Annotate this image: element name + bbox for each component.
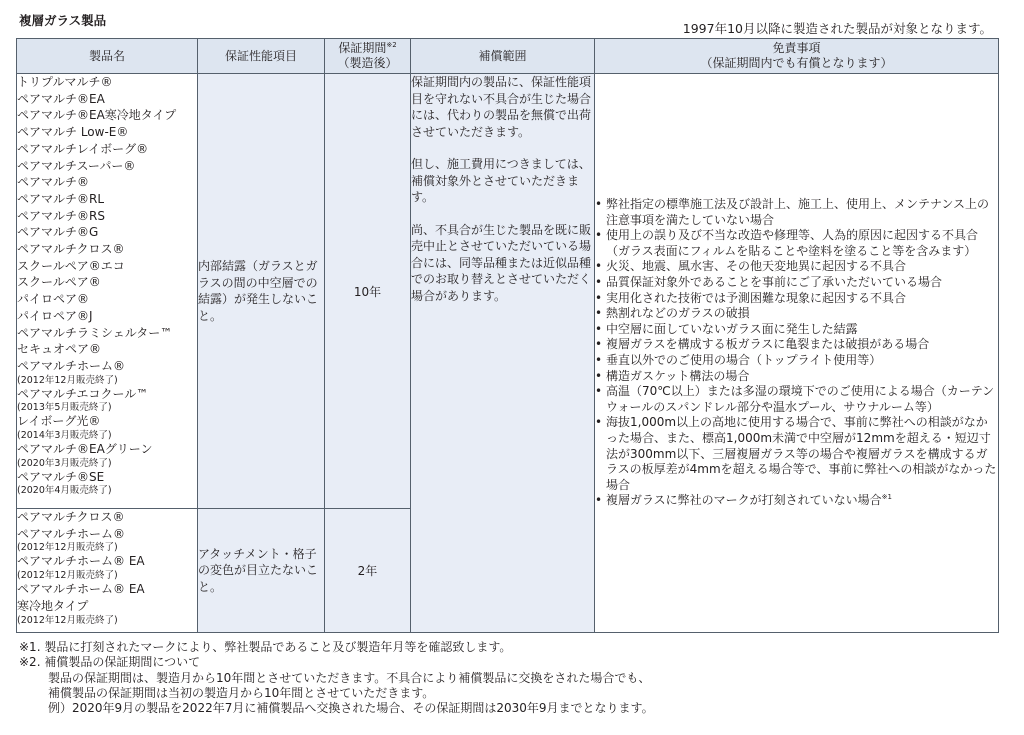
exclusions-cell: [595, 74, 999, 633]
footnote-2-line-1: 製品の保証期間は、製造月から10年間とさせていただきます。不具合により補償製品に交換をされた場合でも、: [48, 670, 651, 685]
discontinued-note: (2013年5月販売終了): [17, 402, 112, 414]
header-exclusions: [595, 39, 999, 74]
exclusion-last-mark: ※1: [881, 493, 892, 502]
product-name: ペアマルチエコクール™: [17, 386, 149, 401]
product-name: パイロペア®: [17, 292, 90, 307]
compensation-cell: [411, 74, 595, 633]
list-item: • 垂直以外でのご使用の場合（トップライト使用等）: [595, 353, 998, 369]
product-name: ペアマルチクロス®: [17, 242, 125, 257]
product-name: 寒冷地タイプ: [17, 598, 89, 613]
footnote-2-line-2: 補償製品の保証期間は当初の製造月から10年間とさせていただきます。: [48, 685, 435, 700]
discontinued-note: (2014年3月販売終了): [17, 430, 112, 442]
header-period-mark: ※2: [386, 41, 397, 49]
discontinued-note: (2020年3月販売終了): [17, 457, 112, 469]
product-name: セキュオペア®: [17, 342, 102, 357]
product-name: ペアマルチ®EA寒冷地タイプ: [17, 108, 177, 123]
list-item: • 複層ガラスを構成する板ガラスに亀裂または破損がある場合: [595, 337, 998, 353]
discontinued-note: (2012年12月販売終了): [17, 570, 118, 582]
footnote-2: ※2. 補償製品の保証期間について: [19, 655, 201, 670]
page-title: 複層ガラス製品: [19, 13, 107, 28]
product-name: ペアマルチホーム® EA: [17, 554, 145, 569]
compensation-paragraph: 但し、施工費用につきましては、補償対象外とさせていただきます。: [411, 157, 591, 204]
product-name: ペアマルチスーパー®: [17, 158, 136, 173]
footnote-1: ※1. 製品に打刻されたマークにより、弊社製品であること及び製造年月等を確認致します。: [19, 640, 512, 654]
product-name: ペアマルチクロス®: [17, 510, 125, 524]
product-name: トリプルマルチ®: [17, 75, 113, 89]
exclusions-list-end: [595, 493, 998, 509]
table-row: [17, 74, 999, 509]
list-item: • 弊社指定の標準施工法及び設計上、施工上、使用上、メンテナンス上の注意事項を満たしていない場合: [595, 197, 998, 228]
list-item: • 品質保証対象外であることを事前にご了承いただいている場合: [595, 275, 998, 291]
discontinued-note: (2012年12月販売終了): [17, 614, 118, 626]
product-name: ペアマルチホーム® EA: [17, 582, 145, 597]
product-name: スクールペア®: [17, 275, 101, 290]
product-name: ペアマルチ®: [17, 175, 90, 190]
product-name: ペアマルチ®RL: [17, 191, 105, 206]
list-item: • 海抜1,000m以上の高地に使用する場合で、事前に弊社への相談がなかった場合、また、標高1,000m未満で中空層が12mmを超える・短辺寸法が300mm以下、三層複層ガラス等の場合や複層ガラスを構成するガラスの板厚差が4mmを超える場合等で、事前に弊社への相談がなかった場合: [595, 415, 998, 493]
performance-cell-10yr: 内部結露（ガラスとガラスの間の中空層での結露）が発生しないこと。: [198, 74, 325, 509]
list-item: • 実用化された技術では予測困難な現象に起因する不具合: [595, 291, 998, 307]
product-name: ペアマルチ®RS: [17, 208, 105, 223]
footnotes: [19, 640, 654, 716]
product-name: ペアマルチラミシェルター™: [17, 325, 173, 340]
exclusion-last-text: 複層ガラスに弊社のマークが打刻されていない場合: [606, 493, 882, 508]
discontinued-note: (2012年12月販売終了): [17, 542, 118, 554]
product-name: レイボーグ光®: [17, 414, 101, 429]
coverage-note: 1997年10月以降に製造された製品が対象となります。: [682, 21, 992, 36]
header-exclusions-label: 免責事項: [772, 41, 821, 55]
product-name: ペアマルチホーム®: [17, 526, 126, 541]
list-item: • 構造ガスケット構法の場合: [595, 369, 998, 385]
list-item: • 火災、地震、風水害、その他天変地異に起因する不具合: [595, 259, 998, 275]
discontinued-note: (2012年12月販売終了): [17, 374, 118, 386]
product-list-10yr: [17, 74, 198, 509]
discontinued-note: (2020年4月販売終了): [17, 485, 112, 497]
product-list-2yr: [17, 509, 198, 633]
list-item: • 中空層に面していないガラス面に発生した結露: [595, 322, 998, 338]
table-header-row: [17, 39, 999, 74]
header-period-sub: （製造後）: [337, 56, 398, 70]
compensation-paragraph: 保証期間内の製品に、保証性能項目を守れない不具合が生じた場合には、代わりの製品を無償で出荷させていただきます。: [411, 75, 592, 139]
header-exclusions-sub: （保証期間内でも有償となります）: [700, 56, 893, 70]
product-name: パイロペア®J: [17, 308, 93, 323]
period-cell-2yr: 2年: [325, 509, 411, 633]
product-name: ペアマルチホーム®: [17, 358, 126, 373]
product-name: ペアマルチ®EA: [17, 91, 105, 106]
product-name: ペアマルチレイボーグ®: [17, 141, 149, 156]
performance-cell-2yr: アタッチメント・格子の変色が目立たないこと。: [198, 509, 325, 633]
period-cell-10yr: 10年: [325, 74, 411, 509]
list-item: • 使用上の誤り及び不当な改造や修理等、人為的原因に起因する不具合（ガラス表面にフィルムを貼ることや塗料を塗ること等を含みます）: [595, 228, 998, 259]
product-name: ペアマルチ®EAグリーン: [17, 442, 153, 457]
warranty-table: [16, 38, 999, 633]
product-name: スクールペア®エコ: [17, 258, 125, 273]
compensation-paragraph: 尚、不具合が生じた製品を既に販売中止とさせていただいている場合には、同等品種または近似品種でのお取り替えとさせていただく場合があります。: [411, 222, 592, 303]
header-period-label: 保証期間: [338, 41, 387, 55]
product-name: ペアマルチ®SE: [17, 469, 105, 484]
list-item: [595, 493, 998, 509]
header-compensation: 補償範囲: [411, 39, 595, 74]
header-performance: 保証性能項目: [198, 39, 325, 74]
header-period: [325, 39, 411, 74]
list-item: • 熱割れなどのガラスの破損: [595, 306, 998, 322]
footnote-2-example: 例）2020年9月の製品を2022年7月に補償製品へ交換された場合、その保証期間は2030年9月までとなります。: [48, 701, 654, 716]
product-name: ペアマルチ®G: [17, 225, 99, 240]
product-name: ペアマルチ Low-E®: [17, 125, 129, 140]
header-product-name: 製品名: [17, 39, 198, 74]
list-item: • 高温（70℃以上）または多湿の環境下でのご使用による場合（カーテンウォールのスパンドレル部分や温水プール、サウナルーム等）: [595, 384, 998, 415]
exclusions-list: [595, 197, 998, 493]
